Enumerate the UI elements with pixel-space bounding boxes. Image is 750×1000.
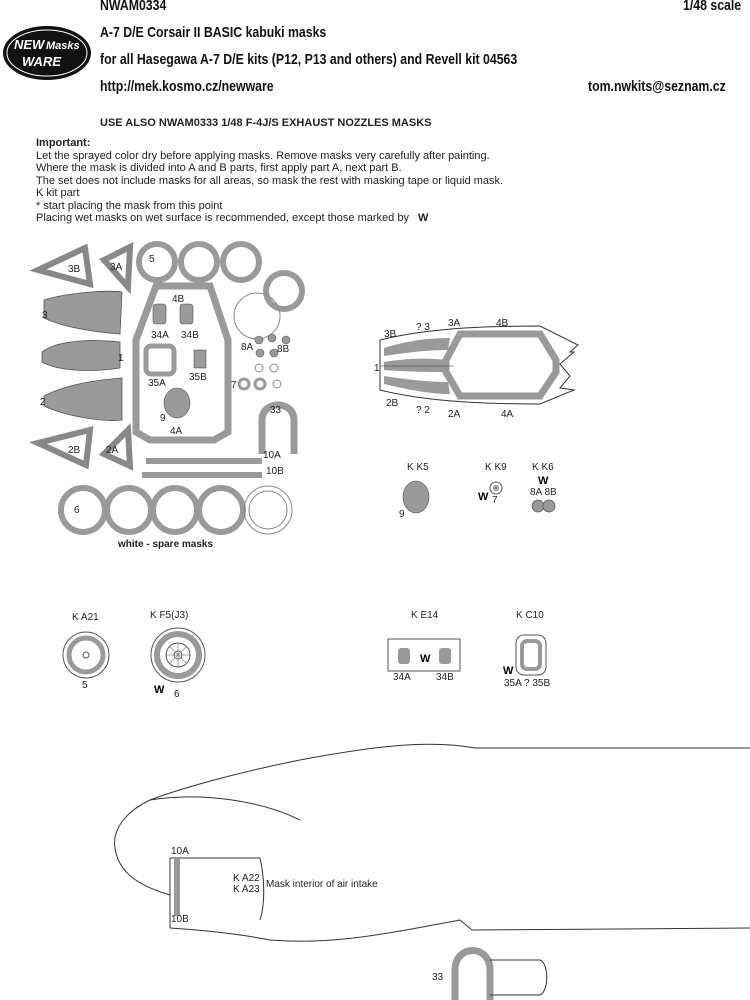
mask-5-ring: [223, 244, 259, 280]
mask-2: [44, 378, 122, 420]
label-10a: 10A: [263, 450, 281, 461]
canopy-label-3a: 3A: [448, 318, 461, 329]
label-2a: 2A: [106, 445, 119, 456]
label-33: 33: [270, 405, 282, 416]
canopy-label-2b: 2B: [386, 398, 399, 409]
part-c10-mask: [522, 641, 540, 669]
mask-10b: [142, 472, 262, 478]
part-e14-wet-icon: W: [420, 653, 431, 665]
part-k6-left: [532, 500, 544, 512]
canopy-label-4b: 4B: [496, 318, 509, 329]
label-4a: 4A: [170, 426, 183, 437]
label-35a: 35A: [148, 378, 166, 389]
label-5: 5: [149, 254, 155, 265]
mask-7: [239, 379, 249, 389]
instruction-line: Placing wet masks on wet surface is recommended, except those marked by W: [36, 212, 429, 224]
email-link[interactable]: tom.nwkits@seznam.cz: [588, 78, 726, 95]
canopy-label-3b: 3B: [384, 329, 397, 340]
logo-text-ware: WARE: [22, 54, 61, 69]
product-title: A-7 D/E Corsair II BASIC kabuki masks: [100, 24, 327, 41]
label-34a: 34A: [151, 330, 169, 341]
mask-1: [42, 341, 120, 371]
label-10b: 10B: [266, 466, 284, 477]
spare-circle: [244, 486, 292, 534]
label-8b: 8B: [277, 344, 290, 355]
label-34b: 34B: [181, 330, 199, 341]
label-9: 9: [160, 413, 166, 424]
part-k9-wet-icon: W: [478, 491, 489, 503]
mask-6-ring: [61, 488, 105, 532]
part-f5-num: 6: [174, 689, 180, 700]
part-k5-code: K K5: [407, 462, 429, 473]
part-k5-num: 9: [399, 509, 405, 520]
label-7: 7: [231, 380, 237, 391]
mask-3b: [38, 248, 90, 284]
fuselage-drawing: [115, 744, 750, 941]
part-k9-code: K K9: [485, 462, 507, 473]
part-e14-mask-left: [398, 648, 410, 664]
fuselage-part-a22: K A22: [233, 873, 260, 884]
canopy-label-4a: 4A: [501, 409, 514, 420]
part-e14-left: 34A: [393, 672, 411, 683]
part-f5-wet-icon: W: [154, 684, 165, 696]
label-3: 3: [42, 310, 48, 321]
logo-text-new: NEW: [14, 37, 45, 52]
label-2b: 2B: [68, 445, 81, 456]
detail-33-drawing: [455, 951, 547, 1000]
spare-circle: [234, 293, 280, 339]
part-a21-code: K A21: [72, 612, 99, 623]
part-k6-num: 8A 8B: [530, 487, 557, 498]
part-k6-wet-icon: W: [538, 475, 549, 487]
logo-text-masks: Masks: [46, 40, 80, 52]
instruction-line: The set does not include masks for all areas, so mask the rest with masking tape or liquid mask.: [36, 174, 504, 187]
spare-caption: white - spare masks: [118, 539, 214, 550]
label-3a: 3A: [110, 262, 123, 273]
canopy-diagram: [380, 326, 578, 404]
wet-mark-icon: W: [418, 212, 429, 224]
website-link[interactable]: http://mek.kosmo.cz/newware: [100, 78, 274, 95]
part-e14-mask-right: [439, 648, 451, 664]
detail-label-33: 33: [432, 972, 444, 983]
mask-5-ring: [139, 244, 175, 280]
mask-35b: [194, 350, 206, 368]
part-e14-code: K E14: [411, 610, 439, 621]
label-2: 2: [40, 397, 46, 408]
mask-5-ring: [181, 244, 217, 280]
fuselage-label-10b: 10B: [171, 914, 189, 925]
fuselage-part-a23: K A23: [233, 884, 260, 895]
part-c10-code: K C10: [516, 610, 544, 621]
fuselage-label-10a: 10A: [171, 846, 189, 857]
mask-8b: [282, 336, 290, 344]
canopy-label-2: ? 2: [416, 405, 430, 416]
label-3b: 3B: [68, 264, 81, 275]
canopy-4-frame: [446, 334, 556, 396]
instruction-line: Where the mask is divided into A and B parts, first apply part A, next part B.: [36, 162, 402, 174]
fuselage-intake-mask: [174, 858, 180, 916]
instructions-heading: Important:: [36, 137, 91, 149]
mask-6-ring: [199, 488, 243, 532]
mask-5-ring: [266, 273, 302, 309]
mask-2b: [38, 430, 90, 465]
label-1: 1: [118, 353, 124, 364]
part-k9-num: 7: [492, 495, 498, 506]
part-f5-code: K F5(J3): [150, 610, 189, 621]
mask-34b: [180, 304, 193, 324]
mask-9: [164, 388, 190, 418]
instruction-line: Let the sprayed color dry before applying masks. Remove masks very carefully after painting.: [36, 149, 490, 162]
mask-3: [44, 291, 122, 334]
label-6: 6: [74, 505, 80, 516]
part-a21-num: 5: [82, 680, 88, 691]
mask-34a: [153, 304, 166, 324]
mask-8a: [255, 336, 263, 344]
part-k5-mask: [403, 481, 429, 513]
canopy-label-3: ? 3: [416, 322, 430, 333]
mask-35a: [146, 346, 174, 374]
canopy-label-2a: 2A: [448, 409, 461, 420]
instruction-line: K kit part: [36, 187, 80, 199]
part-k6-code: K K6: [532, 462, 554, 473]
fuselage-note: Mask interior of air intake: [266, 879, 378, 890]
instruction-line: * start placing the mask from this point: [36, 199, 223, 212]
label-4b: 4B: [172, 294, 185, 305]
product-subtitle: for all Hasegawa A-7 D/E kits (P12, P13 and others) and Revell kit 04563: [100, 51, 518, 68]
mask-6-ring: [153, 488, 197, 532]
part-c10-num: 35A ? 35B: [504, 678, 551, 689]
label-35b: 35B: [189, 372, 207, 383]
product-code: NWAM0334: [100, 0, 167, 14]
part-c10-wet-icon: W: [503, 665, 514, 677]
mask-10a: [146, 458, 262, 464]
scale-label: 1/48 scale: [683, 0, 742, 14]
mask-6-ring: [107, 488, 151, 532]
part-e14-right: 34B: [436, 672, 454, 683]
label-8a: 8A: [241, 342, 254, 353]
part-k6-right: [543, 500, 555, 512]
canopy-label-1: 1: [374, 363, 380, 374]
notice-text: USE ALSO NWAM0333 1/48 F-4J/S EXHAUST NOZZLES MASKS: [100, 117, 432, 129]
part-f5-wheel: [151, 628, 205, 682]
